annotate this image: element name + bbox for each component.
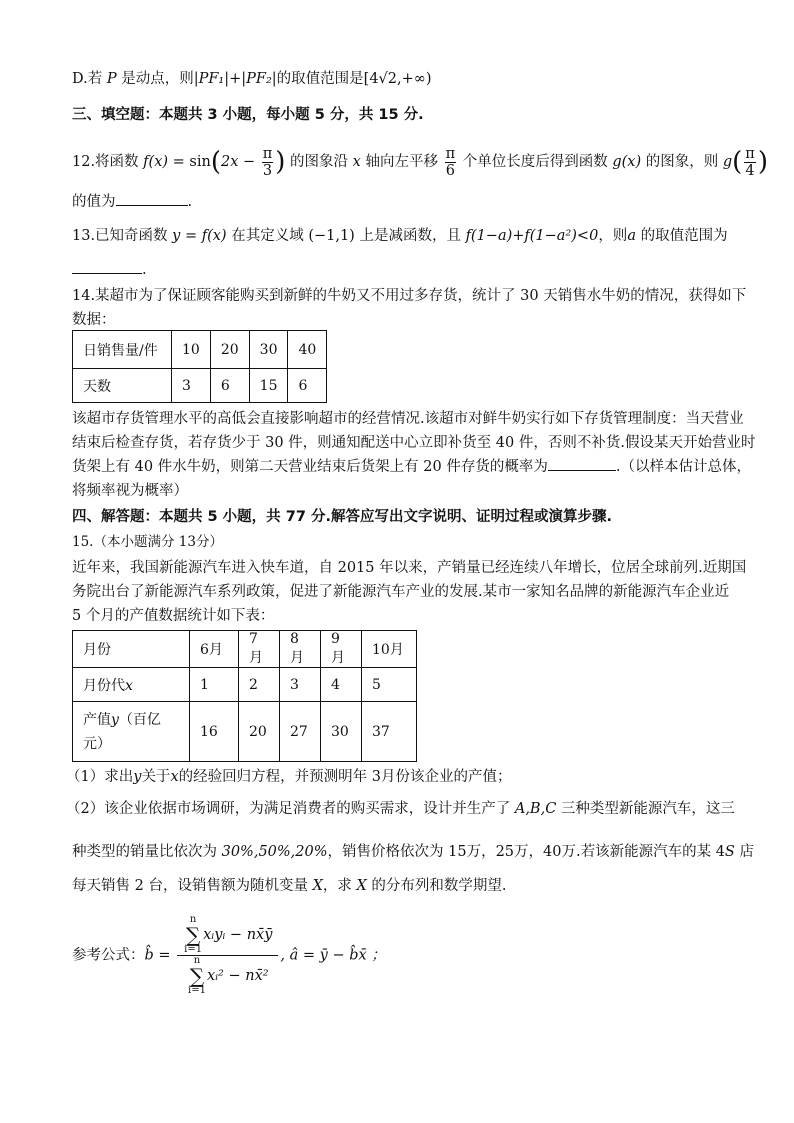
q12-g: g xyxy=(722,154,733,170)
q15-s4-X2: X xyxy=(356,878,367,894)
q12-text2: 的图象沿 xyxy=(285,154,353,170)
q15-s3-text3: 店 xyxy=(734,844,754,860)
q15-b-hat: b̂ xyxy=(144,947,154,964)
q15-subq2-line3 xyxy=(72,874,722,898)
q12-line1 xyxy=(72,142,768,182)
q13-var-a: a xyxy=(627,228,636,244)
q15-output-unit-a: （百亿 xyxy=(118,711,161,728)
q15-a-hat-expr: , â = ȳ − b̂x̄ ； xyxy=(280,947,386,964)
q15-ref-label: 参考公式： xyxy=(72,947,145,964)
q15-s3-text: 种类型的销量比依次为 xyxy=(72,844,222,860)
q12-gx: g(x) xyxy=(612,154,642,170)
option-d-line xyxy=(72,67,722,91)
q14-cell: 6 xyxy=(288,369,327,403)
q15-code-text: 月份代 xyxy=(83,677,125,694)
q12-text3: 轴向左平移 xyxy=(360,154,443,170)
q12-frac-pi-4 xyxy=(744,146,756,179)
q15-cell: 20 xyxy=(239,702,280,762)
q15-s1-text: （1）求出 xyxy=(66,769,134,785)
section-3-heading: 三、填空题：本题共 3 小题，每小题 5 分，共 15 分. xyxy=(72,107,424,123)
q15-s4-X: X xyxy=(312,878,323,894)
q15-cell: 7月 xyxy=(239,631,280,668)
q15-cell: 9月 xyxy=(321,631,362,668)
q15-output-text: 产值 xyxy=(83,711,111,728)
q14-cell: 30 xyxy=(249,331,288,369)
q15-cell: 1 xyxy=(190,668,239,702)
q14-cell: 15 xyxy=(249,369,288,403)
q15-sum-bot-i: i=1 xyxy=(188,985,206,996)
q15-label-code xyxy=(73,668,190,702)
q15-label-output xyxy=(73,702,190,762)
q14-label-sales: 日销售量/件 xyxy=(73,331,172,369)
q15-row-output xyxy=(73,702,417,762)
q15-s1-text2: 关于 xyxy=(141,769,171,785)
q13-line1 xyxy=(72,224,728,248)
q13-text4: ，则 xyxy=(598,228,628,244)
q15-subq1 xyxy=(66,765,722,789)
q14-cell: 6 xyxy=(210,369,249,403)
q13-inequality: f(1−a)+f(1−a²)<0 xyxy=(465,228,599,244)
q14-body3-tail: .（以样本估计总体， xyxy=(615,459,751,475)
q14-answer-blank[interactable] xyxy=(548,456,616,471)
q15-numerator-expr: xᵢyᵢ − nx̄ȳ xyxy=(203,927,273,943)
q12-den-4: 4 xyxy=(745,162,755,179)
q15-cell: 4 xyxy=(321,668,362,702)
q15-sigma-bottom: ∑ xyxy=(189,964,205,988)
q14-label-days: 天数 xyxy=(73,369,172,403)
q15-s1-x: x xyxy=(170,769,179,785)
q15-s4-text2: ，求 xyxy=(322,878,357,894)
q15-sum-top-n: n xyxy=(189,914,197,925)
q15-subq2-line2 xyxy=(72,840,754,864)
q15-output-table xyxy=(72,630,417,762)
q14-row-sales xyxy=(73,331,327,369)
q15-sum-top xyxy=(184,915,202,955)
q15-s3-S: S xyxy=(724,844,735,860)
q15-cell: 16 xyxy=(190,702,239,762)
q15-frac-denominator xyxy=(177,956,278,996)
q15-cell: 10月 xyxy=(362,631,417,668)
q15-cell: 8月 xyxy=(280,631,321,668)
q15-para-line1: 近年来，我国新能源汽车进入快车道，自 2015 年以来，产销量已经连续八年增长，位居全球前列.近期国 xyxy=(72,560,747,576)
q12-eq: = sin xyxy=(168,154,211,170)
q14-row-days xyxy=(73,369,327,403)
q13-num: 13.已知奇函数 xyxy=(72,228,173,244)
q12-answer-blank[interactable] xyxy=(116,191,188,206)
q13-yfx: y = f(x) xyxy=(172,228,227,244)
q15-ref-eq: = xyxy=(153,947,176,964)
q15-s3-text2: ，销售价格依次为 15万，25万，40万.若该新能源汽车的某 4 xyxy=(327,844,725,860)
q12-answer-label: 的值为 xyxy=(72,194,116,210)
q15-s4-text3: 的分布列和数学期望. xyxy=(366,878,507,894)
q12-frac-pi-6 xyxy=(445,146,457,179)
q15-s3-pct: 30%,50%,20% xyxy=(221,844,328,860)
q12-text5: 的图象，则 xyxy=(641,154,723,170)
q14-body-line1: 该超市存货管理水平的高低会直接影响超市的经营情况.该超市对鲜牛奶实行如下存货管理制度：当天营业 xyxy=(72,411,744,427)
q14-cell: 20 xyxy=(210,331,249,369)
q12-paren-close: ) xyxy=(275,147,286,177)
q15-cell: 37 xyxy=(362,702,417,762)
q15-s2-abc: A,B,C xyxy=(514,801,557,817)
q14-body-line4: 将频率视为概率） xyxy=(72,483,188,499)
option-d-text: 是动点，则 xyxy=(116,71,194,87)
q15-row-month xyxy=(73,631,417,668)
q15-reference-formula xyxy=(72,915,722,995)
q14-cell: 40 xyxy=(288,331,327,369)
q15-subq2-line1 xyxy=(66,797,735,821)
option-d-prefix: D.若 xyxy=(72,71,107,87)
q13-domain: (−1,1) xyxy=(308,228,355,244)
q15-var-x: x xyxy=(125,677,133,694)
q15-cell: 30 xyxy=(321,702,362,762)
q15-cell: 3 xyxy=(280,668,321,702)
q12-den-6: 6 xyxy=(445,162,455,179)
q13-line2: . xyxy=(72,258,722,282)
range-label: 的取值范围是 xyxy=(276,71,364,87)
q15-row-code xyxy=(73,668,417,702)
q13-answer-blank[interactable] xyxy=(72,259,142,274)
q14-sales-table xyxy=(72,330,327,403)
q15-sigma-top: ∑ xyxy=(186,923,201,947)
q12-pi-num2: π xyxy=(445,145,456,162)
q12-var-x: x xyxy=(352,154,361,170)
q15-para-line2: 务院出台了新能源汽车系列政策，促进了新能源汽车产业的发展.某市一家知名品牌的新能源汽车企业近 xyxy=(72,584,730,600)
q14-body3-text: 货架上有 40 件水牛奶，则第二天营业结束后货架上有 20 件存货的概率为 xyxy=(72,459,548,475)
q15-denominator-expr: xᵢ² − nx̄² xyxy=(206,968,269,984)
q15-s4-text: 每天销售 2 台，设销售额为随机变量 xyxy=(72,878,313,894)
var-p: P xyxy=(106,71,117,87)
q12-text4: 个单位长度后得到函数 xyxy=(458,154,613,170)
q12-g-paren-open: ( xyxy=(732,147,743,177)
q15-output-unit-b: 元） xyxy=(83,735,111,752)
q14-intro-line2: 数据： xyxy=(72,312,116,328)
range-value: [4√2,+∞) xyxy=(363,71,432,87)
q15-sum-bottom xyxy=(188,956,206,996)
q13-text5: 的取值范围为 xyxy=(635,228,728,244)
q14-cell: 3 xyxy=(172,369,211,403)
q14-body-line3 xyxy=(72,455,751,479)
q15-sum-top-i: i=1 xyxy=(184,944,203,955)
q12-fx: f(x) xyxy=(143,154,169,170)
q12-frac-pi-3 xyxy=(262,146,274,179)
q12-den-3: 3 xyxy=(262,162,273,179)
q14-cell: 10 xyxy=(172,331,211,369)
q15-s2-text2: 三种类型新能源汽车，这三 xyxy=(556,801,735,817)
q12-g-paren-close: ) xyxy=(757,147,768,177)
q15-s2-text: （2）该企业依据市场调研，为满足消费者的购买需求，设计并生产了 xyxy=(66,801,515,817)
q15-cell: 6月 xyxy=(190,631,239,668)
q15-s1-y: y xyxy=(133,769,142,785)
q12-line2: 的值为 . xyxy=(72,190,722,214)
q15-heading: 15.（本小题满分 13分） xyxy=(72,534,223,550)
q15-cell: 27 xyxy=(280,702,321,762)
q12-arg: 2x − xyxy=(220,154,260,170)
q15-frac-numerator xyxy=(177,915,278,956)
q13-text3: 上是减函数，且 xyxy=(354,228,466,244)
q14-intro-line1: 14.某超市为了保证顾客能购买到新鲜的牛奶又不用过多存货，统计了 30 天销售水牛奶的情况，获得如下 xyxy=(72,288,747,304)
q15-para-line3: 5 个月的产值数据统计如下表： xyxy=(72,608,275,624)
q12-pi-num3: π xyxy=(745,145,755,162)
q14-body-line2: 结束后检查存货，若存货少于 30 件，则通知配送中心立即补货至 40 件，否则不补货.假设某天开始营业时 xyxy=(72,435,756,451)
q13-text2: 在其定义域 xyxy=(226,228,309,244)
q15-regression-fraction xyxy=(177,915,278,996)
section-4-heading: 四、解答题：本题共 5 小题，共 77 分.解答应写出文字说明、证明过程或演算步骤. xyxy=(72,509,612,525)
q15-label-month: 月份 xyxy=(73,631,190,668)
focal-sum-expr: |PF₁|+|PF₂| xyxy=(193,71,277,87)
q15-cell: 2 xyxy=(239,668,280,702)
q15-s1-text3: 的经验回归方程，并预测明年 3月份该企业的产值； xyxy=(178,769,512,785)
q12-paren-open: ( xyxy=(210,147,221,177)
q12-num: 12.将函数 xyxy=(72,154,144,170)
q15-var-y: y xyxy=(111,711,119,728)
q15-cell: 5 xyxy=(362,668,417,702)
q15-sum-bot-n: n xyxy=(193,955,201,966)
q12-pi-num: π xyxy=(262,145,273,162)
